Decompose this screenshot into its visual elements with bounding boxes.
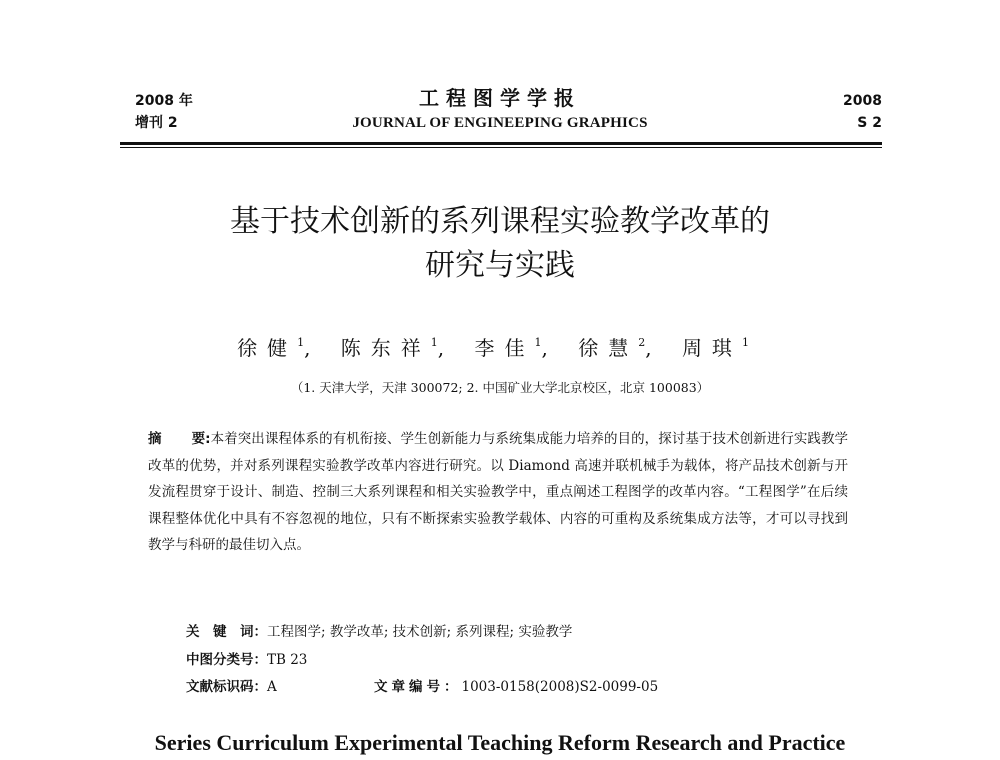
author-name: 李佳 <box>474 336 535 360</box>
author: 陈东祥$^1$, <box>340 336 455 360</box>
author-affiliation-mark: 1 <box>534 336 542 349</box>
header-year-right: 2008 <box>843 93 882 109</box>
author-affiliation-mark: 1 <box>430 336 438 349</box>
clc-number <box>186 647 307 673</box>
journal-title-cn: 工程图学学报 <box>419 86 581 110</box>
header-issue-right: S 2 <box>857 115 882 131</box>
author-list <box>0 332 1000 361</box>
paper-title-line1: 基于技术创新的系列课程实验教学改革的 <box>230 204 770 239</box>
abstract-text: 本着突出课程体系的有机衔接、学生创新能力与系统集成能力培养的目的，探讨基于技术创新进行实践教学改革的优势，并对系列课程实验教学改革内容进行研究。以 Diamond 高速并联机械手为载体，将产品技术创新与开发流程贯穿于设计、制造、控制三大系列课程和相关实验教学中，重点阐述工程图学的改革内容。“工程图学”在后续课程整体优化中具有不容忽视的地位，只有不断探索实验教学载体、内容的可重构及系统集成方法等，才可以寻找到教学与科研的最佳切入点。 <box>148 431 849 553</box>
author-affiliation-mark: 2 <box>638 336 646 349</box>
journal-title-en: JOURNAL OF ENGINEEPING GRAPHICS <box>352 115 648 131</box>
author-name: 徐慧 <box>578 336 639 360</box>
keywords-label: 关 键 词： <box>186 624 267 640</box>
author-affiliations: （1. 天津大学，天津 300072; 2. 中国矿业大学北京校区，北京 100083） <box>290 380 710 395</box>
author-name: 周琪 <box>681 336 742 360</box>
abstract-label-part2: 要: <box>191 431 211 447</box>
author-name: 徐健 <box>237 336 298 360</box>
clc-value: TB 23 <box>267 652 308 668</box>
abstract-label <box>148 431 211 447</box>
article-number-value: 1003-0158(2008)S2-0099-05 <box>461 679 659 695</box>
paper-title-line2: 研究与实践 <box>425 248 575 283</box>
author-name: 陈东祥 <box>340 336 431 360</box>
keywords <box>186 619 572 645</box>
author <box>682 332 749 361</box>
document-code-value: A <box>267 679 277 695</box>
header-rule-thin <box>120 147 882 148</box>
document-code <box>186 674 277 700</box>
abstract <box>148 426 848 559</box>
header-issue-left: 增刊 2 <box>135 115 178 131</box>
document-code-label: 文献标识码： <box>186 679 267 695</box>
header-year-left: 2008 年 <box>135 93 193 109</box>
paper-title <box>0 200 1000 288</box>
article-number <box>374 674 658 700</box>
author: 李佳$^1$, <box>474 336 558 360</box>
author: 徐慧$^2$, <box>578 336 662 360</box>
header-right <box>843 90 882 134</box>
keywords-value: 工程图学; 教学改革; 技术创新; 系列课程; 实验教学 <box>267 624 573 640</box>
author-affiliation-mark: 1 <box>297 336 305 349</box>
abstract-label-part1: 摘 <box>148 431 162 447</box>
clc-label: 中图分类号： <box>186 652 267 668</box>
header-rule-thick <box>120 142 882 145</box>
author-affiliation-mark: 1 <box>741 336 749 349</box>
article-number-label: 文章编号： <box>374 679 462 695</box>
english-title: Series Curriculum Experimental Teaching Reform Research and Practice <box>154 730 846 755</box>
author: 徐健$^1$, <box>237 336 321 360</box>
